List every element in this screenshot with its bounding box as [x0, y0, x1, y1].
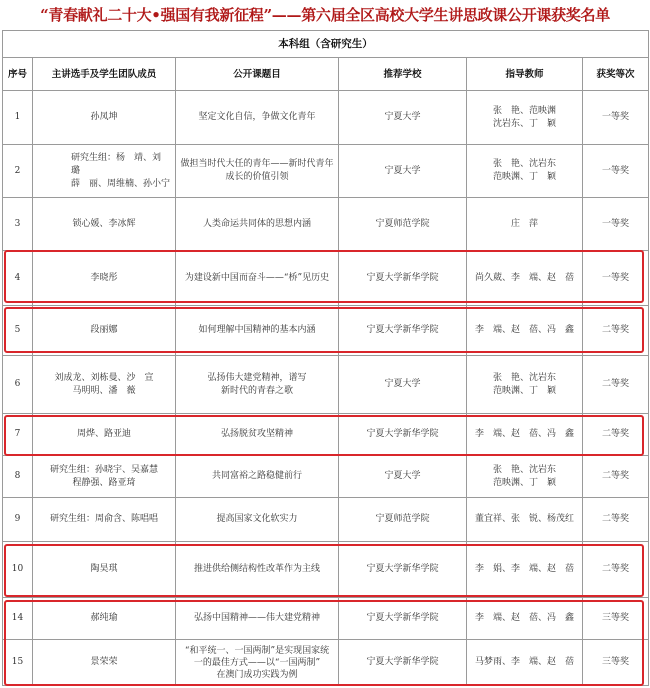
row-members: 陶昊琪: [33, 542, 176, 598]
row-school: 宁夏大学新华学院: [339, 542, 467, 598]
row-school: 宁夏师范学院: [339, 198, 467, 251]
row-school: 宁夏大学新华学院: [339, 598, 467, 640]
header-advisor: 指导教师: [467, 58, 583, 91]
row-advisor: 李 端、赵 蓓、冯 鑫: [467, 306, 583, 356]
row-members: 研究生组：孙晓宇、吴嘉慧 程静强、路亚琦: [33, 456, 176, 498]
row-award: 二等奖: [583, 306, 649, 356]
row-school: 宁夏大学新华学院: [339, 251, 467, 306]
row-members: 李晓彤: [33, 251, 176, 306]
row-advisor: 张 艳、沈岩东 范映渊、丁 颖: [467, 145, 583, 198]
row-advisor: 尚久葳、李 端、赵 蓓: [467, 251, 583, 306]
row-advisor: 董宜祥、张 锐、杨茂红: [467, 498, 583, 542]
row-members: 锁心媛、李冰辉: [33, 198, 176, 251]
table-row: [3, 198, 649, 251]
row-no: 4: [3, 251, 33, 306]
row-no: 10: [3, 542, 33, 598]
row-advisor: 张 艳、沈岩东 范映渊、丁 颖: [467, 356, 583, 414]
row-members: 刘成龙、刘栋曼、沙 宣 马明明、潘 薇: [33, 356, 176, 414]
row-no: 9: [3, 498, 33, 542]
row-school: 宁夏大学: [339, 356, 467, 414]
row-award: 二等奖: [583, 542, 649, 598]
row-topic: 为建设新中国而奋斗——“桥”见历史: [176, 251, 339, 306]
table-row: [3, 456, 649, 498]
row-award: 二等奖: [583, 414, 649, 456]
row-no: 15: [3, 640, 33, 686]
table-row: [3, 145, 649, 198]
row-award: 二等奖: [583, 356, 649, 414]
row-school: 宁夏大学: [339, 145, 467, 198]
header-school: 推荐学校: [339, 58, 467, 91]
row-topic: 坚定文化自信，争做文化青年: [176, 91, 339, 145]
row-advisor: 张 艳、范映渊 沈岩东、丁 颖: [467, 91, 583, 145]
row-no: 14: [3, 598, 33, 640]
award-table: [2, 30, 649, 686]
table-row: [3, 498, 649, 542]
row-advisor: 李 端、赵 蓓、冯 鑫: [467, 598, 583, 640]
row-award: 一等奖: [583, 91, 649, 145]
header-award: 获奖等次: [583, 58, 649, 91]
row-school: 宁夏大学新华学院: [339, 414, 467, 456]
table-row: [3, 542, 649, 598]
row-topic: 弘扬伟大建党精神，谱写 新时代的青春之歌: [176, 356, 339, 414]
table-row: [3, 251, 649, 306]
group-header-row: [3, 31, 649, 58]
table-row: [3, 91, 649, 145]
header-topic: 公开课题目: [176, 58, 339, 91]
row-school: 宁夏大学新华学院: [339, 640, 467, 686]
row-award: 二等奖: [583, 456, 649, 498]
row-members: 研究生组：杨 靖、刘 璐 薛 丽、周维楠、孙小宁: [33, 145, 176, 198]
row-school: 宁夏大学: [339, 91, 467, 145]
row-topic: 弘扬脱贫攻坚精神: [176, 414, 339, 456]
row-award: 三等奖: [583, 598, 649, 640]
row-topic: 共同富裕之路稳健前行: [176, 456, 339, 498]
row-members: 孙凤坤: [33, 91, 176, 145]
row-topic: 做担当时代大任的青年——新时代青年 成长的价值引领: [176, 145, 339, 198]
row-advisor: 李 端、赵 蓓、冯 鑫: [467, 414, 583, 456]
table-row: [3, 640, 649, 686]
row-advisor: 庄 萍: [467, 198, 583, 251]
row-topic: 人类命运共同体的思想内涵: [176, 198, 339, 251]
row-advisor: 张 艳、沈岩东 范映渊、丁 颖: [467, 456, 583, 498]
row-members: 景荣荣: [33, 640, 176, 686]
column-header-row: [3, 58, 649, 91]
row-no: 7: [3, 414, 33, 456]
row-members: 研究生组：周俞含、陈唱唱: [33, 498, 176, 542]
row-advisor: 李 娟、李 端、赵 蓓: [467, 542, 583, 598]
group-title: 本科组（含研究生）: [3, 31, 649, 58]
header-members: 主讲选手及学生团队成员: [33, 58, 176, 91]
row-school: 宁夏大学: [339, 456, 467, 498]
row-award: 一等奖: [583, 145, 649, 198]
row-award: 三等奖: [583, 640, 649, 686]
row-no: 2: [3, 145, 33, 198]
table-row: [3, 598, 649, 640]
row-award: 二等奖: [583, 498, 649, 542]
row-topic: 弘扬中国精神——伟大建党精神: [176, 598, 339, 640]
row-advisor: 马梦雨、李 端、赵 蓓: [467, 640, 583, 686]
row-award: 一等奖: [583, 251, 649, 306]
row-no: 3: [3, 198, 33, 251]
row-topic: 推进供给侧结构性改革作为主线: [176, 542, 339, 598]
row-members: 郝纯瑜: [33, 598, 176, 640]
row-topic: “和平统一、一国两制”是实现国家统 一的最佳方式——以“一国两制” 在澳门成功实践为例: [176, 640, 339, 686]
row-school: 宁夏师范学院: [339, 498, 467, 542]
page-title: “青春献礼二十大•强国有我新征程”——第六届全区高校大学生讲思政课公开课获奖名单: [40, 6, 610, 24]
table-row: [3, 306, 649, 356]
row-members: 周烨、路亚迪: [33, 414, 176, 456]
row-award: 一等奖: [583, 198, 649, 251]
table-row: [3, 414, 649, 456]
row-members: 段丽娜: [33, 306, 176, 356]
row-no: 1: [3, 91, 33, 145]
row-no: 8: [3, 456, 33, 498]
row-topic: 如何理解中国精神的基本内涵: [176, 306, 339, 356]
table-row: [3, 356, 649, 414]
row-no: 6: [3, 356, 33, 414]
row-school: 宁夏大学新华学院: [339, 306, 467, 356]
row-topic: 提高国家文化软实力: [176, 498, 339, 542]
row-no: 5: [3, 306, 33, 356]
header-no: 序号: [3, 58, 33, 91]
